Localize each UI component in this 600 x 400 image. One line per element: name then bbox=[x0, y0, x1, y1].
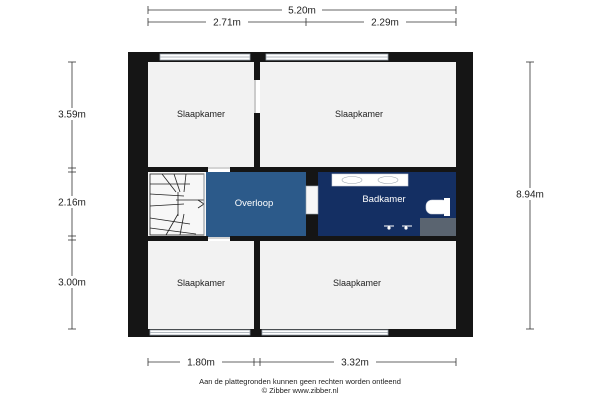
dimension-left-bottom: 3.00m bbox=[58, 277, 86, 289]
exterior-wall-right bbox=[456, 52, 473, 337]
dimension-left-middle: 2.16m bbox=[58, 197, 86, 209]
room-label-bedroom-bottom-left: Slaapkamer bbox=[176, 278, 226, 288]
footer-copyright: © Zibber www.zibber.nl bbox=[261, 386, 339, 395]
room-label-bathroom: Badkamer bbox=[362, 194, 406, 205]
wall-bath-stub-top bbox=[306, 172, 318, 186]
wall-stub-top bbox=[254, 62, 260, 80]
vanity-unit bbox=[332, 174, 408, 186]
wall-upper-right bbox=[230, 167, 456, 172]
exterior-wall-left bbox=[128, 52, 148, 337]
dimension-top-total: 5.20m bbox=[288, 5, 316, 17]
dimension-bottom-left: 1.80m bbox=[187, 357, 215, 369]
dimension-left-top: 3.59m bbox=[58, 109, 86, 121]
wall-upper-left bbox=[148, 167, 208, 172]
footer-disclaimer: Aan de plattegronden kunnen geen rechten worden ontleend bbox=[199, 377, 401, 386]
wall-lower-left bbox=[148, 236, 208, 241]
dimension-bottom-right: 3.32m bbox=[341, 357, 369, 369]
dimension-top-right: 2.29m bbox=[371, 17, 399, 29]
bathroom-door-opening bbox=[306, 186, 318, 214]
room-label-bedroom-top-right: Slaapkamer bbox=[334, 109, 384, 119]
dimension-right-total: 8.94m bbox=[516, 189, 544, 201]
dimension-top-left: 2.71m bbox=[213, 17, 241, 29]
room-label-bedroom-bottom-right: Slaapkamer bbox=[332, 278, 382, 288]
wall-lower-right bbox=[230, 236, 456, 241]
wall-partition-upper bbox=[254, 113, 260, 172]
wall-partition-lower bbox=[254, 241, 260, 329]
room-label-landing: Overloop bbox=[234, 198, 274, 209]
shower-tray bbox=[420, 218, 456, 236]
room-label-bedroom-top-left: Slaapkamer bbox=[176, 109, 226, 119]
toilet-cistern bbox=[444, 198, 450, 216]
wall-bath-stub-bottom bbox=[306, 214, 318, 237]
